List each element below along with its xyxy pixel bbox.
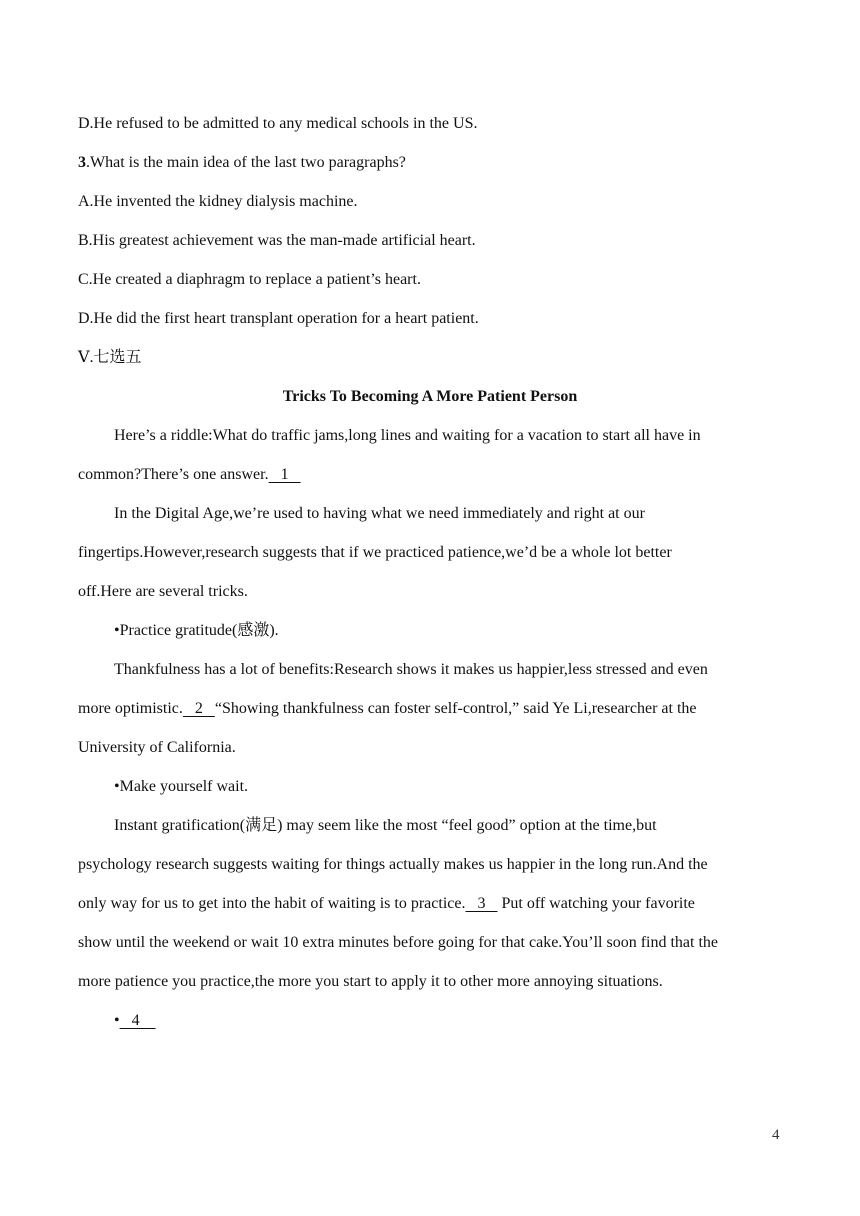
paragraph-text: Put off watching your favorite bbox=[497, 895, 695, 912]
paragraph-text: “Showing thankfulness can foster self-control,” said Ye Li,researcher at the bbox=[214, 700, 697, 717]
blank-2[interactable]: 2 bbox=[182, 700, 215, 717]
paragraph-2-line-1: In the Digital Age,we’re used to having what we need immediately and right at our bbox=[114, 505, 645, 522]
q3-option-a: A.He invented the kidney dialysis machine. bbox=[78, 193, 358, 210]
paragraph-3-line-1: Thankfulness has a lot of benefits:Research shows it makes us happier,less stressed and even bbox=[114, 661, 708, 678]
paragraph-1-line-2 bbox=[78, 465, 782, 485]
paragraph-4-line-3 bbox=[78, 894, 782, 914]
paragraph-4-line-5: more patience you practice,the more you start to apply it to other more annoying situations. bbox=[78, 973, 663, 990]
paragraph-2-line-3: off.Here are several tricks. bbox=[78, 583, 248, 600]
bullet-mark: • bbox=[114, 1012, 120, 1029]
paragraph-4-line-1: Instant gratification(满足) may seem like the most “feel good” option at the time,but bbox=[114, 817, 657, 834]
q3-option-d: D.He did the first heart transplant operation for a heart patient. bbox=[78, 310, 479, 327]
page-number: 4 bbox=[772, 1127, 780, 1143]
q3-stem bbox=[78, 153, 782, 173]
paragraph-4-line-2: psychology research suggests waiting for things actually makes us happier in the long run.And the bbox=[78, 856, 708, 873]
q2-option-d: D.He refused to be admitted to any medical schools in the US. bbox=[78, 115, 478, 132]
paragraph-4-line-4: show until the weekend or wait 10 extra minutes before going for that cake.You’ll soon find that the bbox=[78, 934, 719, 951]
passage-title: Tricks To Becoming A More Patient Person bbox=[282, 388, 578, 405]
paragraph-3-line-3: University of California. bbox=[78, 739, 236, 756]
paragraph-text: only way for us to get into the habit of waiting is to practice. bbox=[78, 895, 466, 912]
blank-3[interactable]: 3 bbox=[465, 895, 498, 912]
bullet-make-yourself-wait: •Make yourself wait. bbox=[114, 778, 249, 795]
bullet-practice-gratitude: •Practice gratitude(感激). bbox=[114, 622, 279, 639]
question-number: 3 bbox=[78, 154, 86, 171]
question-text: .What is the main idea of the last two paragraphs? bbox=[86, 154, 406, 171]
q3-option-b: B.His greatest achievement was the man-made artificial heart. bbox=[78, 232, 476, 249]
paragraph-text: common?There’s one answer. bbox=[78, 466, 269, 483]
section-heading: Ⅴ.七选五 bbox=[78, 349, 142, 366]
paragraph-2-line-2: fingertips.However,research suggests that if we practiced patience,we’d be a whole lot better bbox=[78, 544, 672, 561]
q3-option-c: C.He created a diaphragm to replace a patient’s heart. bbox=[78, 271, 421, 288]
blank-1[interactable]: 1 bbox=[268, 466, 301, 483]
bullet-blank-4 bbox=[114, 1011, 782, 1031]
blank-4[interactable]: 4 bbox=[119, 1012, 156, 1029]
paragraph-text: more optimistic. bbox=[78, 700, 183, 717]
paragraph-3-line-2 bbox=[78, 699, 782, 719]
paragraph-1-line-1: Here’s a riddle:What do traffic jams,long lines and waiting for a vacation to start all have in bbox=[114, 427, 701, 444]
